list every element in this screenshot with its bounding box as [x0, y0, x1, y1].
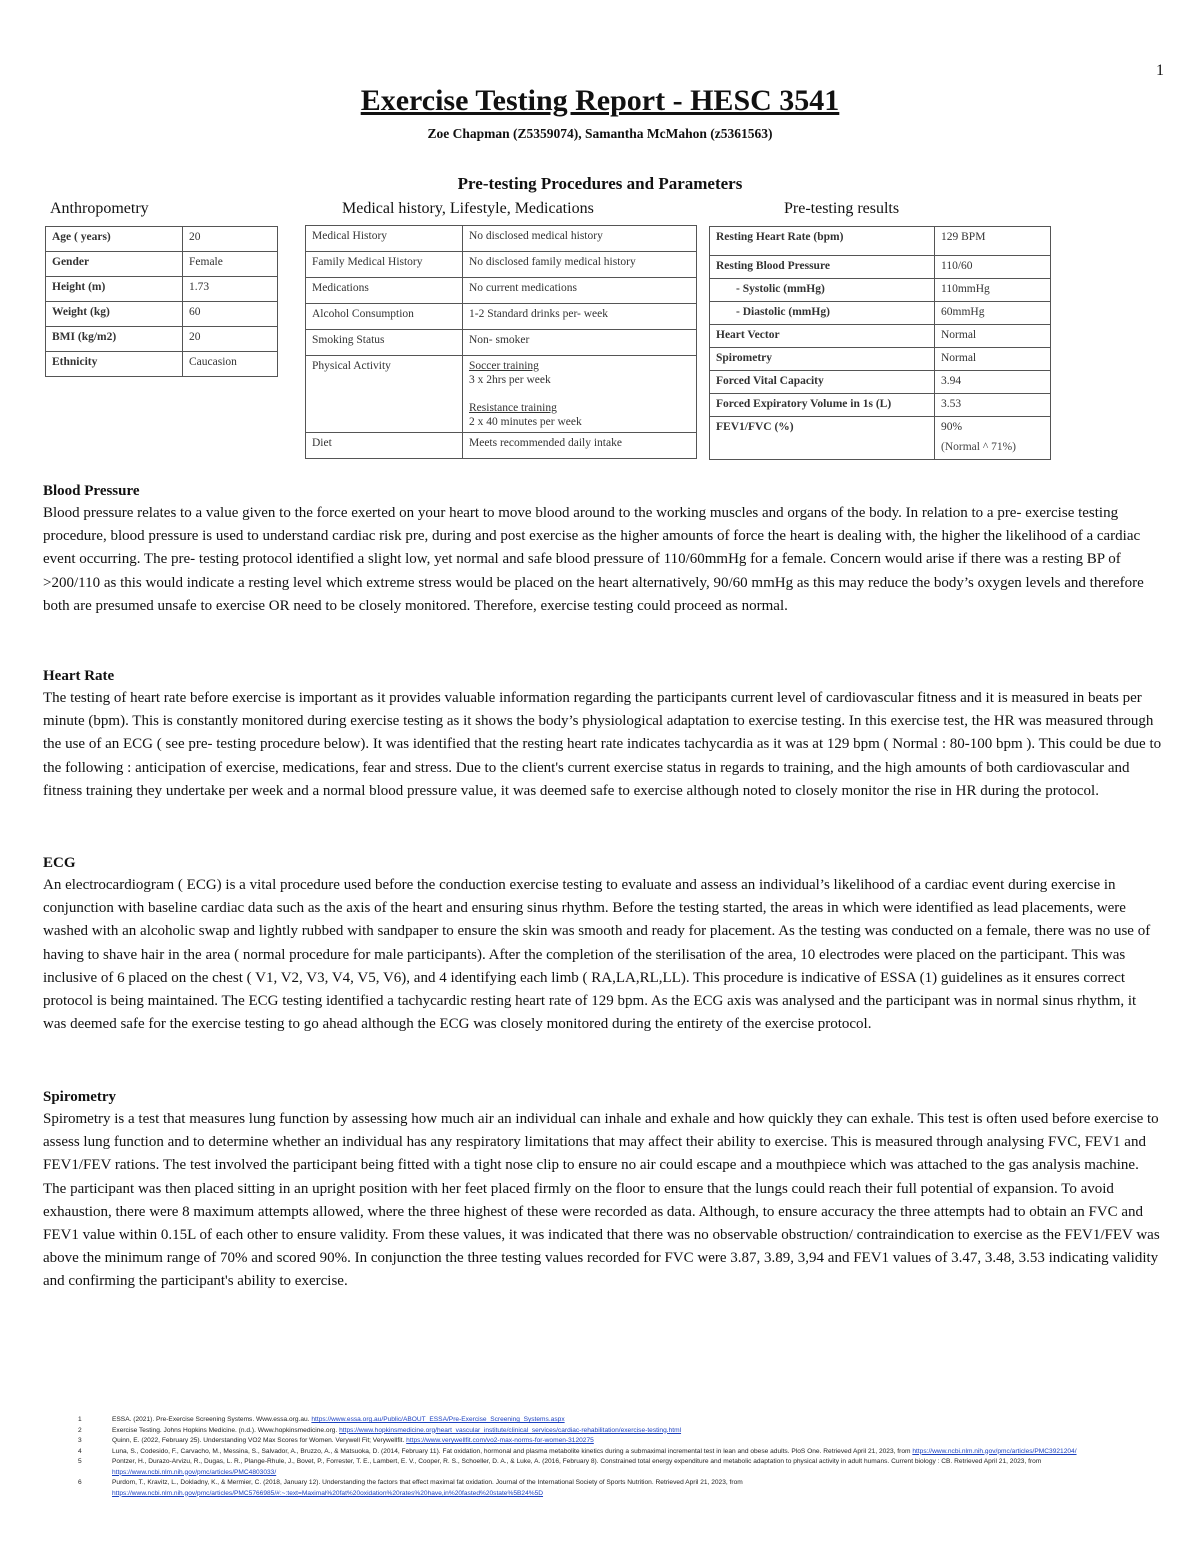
heart-rate-heading: Heart Rate	[43, 668, 115, 684]
fev-ratio-value	[935, 417, 1051, 460]
table-value: 3.53	[935, 394, 1051, 417]
table-label: Forced Expiratory Volume in 1s (L)	[710, 394, 935, 417]
footnotes	[78, 1415, 1158, 1499]
table-label: Gender	[46, 252, 183, 277]
table-row	[46, 327, 278, 352]
table-row	[46, 302, 278, 327]
table-value: 3.94	[935, 371, 1051, 394]
pretesting-results-table	[709, 226, 1051, 460]
table-value: No disclosed medical history	[463, 226, 697, 252]
table-label: - Systolic (mmHg)	[710, 279, 935, 302]
footnote-link[interactable]: https://www.ncbi.nlm.nih.gov/pmc/articles/PMC5766985/#:~:text=Maximal%20fat%20oxidation%20rates%20have,in%20fasted%20state%5B24%5D	[112, 1489, 544, 1497]
table-value: Meets recommended daily intake	[463, 433, 697, 459]
heart-rate-text: The testing of heart rate before exercise is important as it provides valuable information regarding the participants current level of cardiovascular fitness and it is measured in beats per minute (bpm). This is constantly monitored during exercise testing as it shows the body’s physiological adaptation to exercise testing. In this exercise test, the HR was measured through the use of an ECG ( see pre- testing procedure below). It was identified that the resting heart rate indicates tachycardia as it was at 129 bpm ( Normal : 80-100 bpm ). This could be due to the following : anticipation of exercise, medications, fear and stress. Due to the client's current exercise status in regards to training, and the high amounts of both cardiovascular and fitness training they undertake per week and a normal blood pressure value, it was deemed safe to exercise although noted to closely monitor the rise in HR during the protocol.	[43, 690, 1162, 799]
footnote-number: 5	[78, 1458, 82, 1465]
table-label: Height (m)	[46, 277, 183, 302]
author-names: Zoe Chapman (Z5359074), Samantha McMahon (z5361563)	[427, 126, 773, 141]
table-row	[46, 227, 278, 252]
table-value: Normal	[935, 348, 1051, 371]
footnote-item	[78, 1415, 1158, 1426]
footnote-item	[78, 1457, 1158, 1478]
footnote-number: 4	[78, 1447, 82, 1455]
footnote-text: Purdom, T., Kravitz, L., Dokladny, K., & Mermier, C. (2018, January 12). Understanding the factors that effect maximal fat oxidation. Journal of the International Society of Sports Nutrition. Retrieved April 21, 2023, from	[112, 1479, 743, 1486]
footnote-number: 3	[78, 1437, 82, 1444]
spirometry-section	[43, 1086, 1163, 1294]
table-row	[306, 252, 697, 278]
table-label: Spirometry	[710, 348, 935, 371]
table-row	[710, 279, 1051, 302]
pretesting-results-heading: Pre-testing results	[784, 200, 900, 217]
table-value: 1-2 Standard drinks per- week	[463, 304, 697, 330]
table-label: Physical Activity	[306, 356, 463, 433]
table-row	[306, 433, 697, 459]
footnote-item	[78, 1447, 1158, 1458]
blood-pressure-text: Blood pressure relates to a value given to the force exerted on your heart to move blood around to the working muscles and organs of the body. In relation to a pre- exercise testing procedure, blood pressure is used to understand cardiac risk pre, during and post exercise as the higher amounts of force the heart is dealing with, the higher the likelihood of a cardiac event occurring. The pre- testing protocol identified a slight low, yet normal and safe blood pressure of 110/60mmHg for a female. Concern would arise if there was a resting BP of >200/110 as this would indicate a resting level which extreme stress would be placed on the heart alternatively, 90/60 mmHg as this may reduce the body’s oxygen levels and therefore both are presumed unsafe to exercise OR need to be closely monitored. Therefore, exercise testing could proceed as normal.	[43, 505, 1144, 614]
table-value: Female	[183, 252, 278, 277]
table-row	[306, 330, 697, 356]
table-label: Alcohol Consumption	[306, 304, 463, 330]
ecg-heading: ECG	[43, 855, 76, 871]
footnote-text: ESSA. (2021). Pre-Exercise Screening Systems. Www.essa.org.au.	[112, 1416, 310, 1423]
table-value: Non- smoker	[463, 330, 697, 356]
footnote-link[interactable]: https://www.hopkinsmedicine.org/heart_vascular_institute/clinical_services/cardiac-rehabilitation/exercise-testing.html	[339, 1426, 682, 1434]
soccer-training-detail: 3 x 2hrs per week	[469, 374, 551, 386]
table-row	[306, 278, 697, 304]
footnote-link[interactable]: https://www.ncbi.nlm.nih.gov/pmc/articles/PMC4803033/	[112, 1468, 277, 1476]
table-row	[710, 325, 1051, 348]
table-label: FEV1/FVC (%)	[710, 417, 935, 460]
table-row	[710, 256, 1051, 279]
table-row	[710, 302, 1051, 325]
footnote-item	[78, 1426, 1158, 1437]
footnote-item	[78, 1478, 1158, 1499]
spirometry-text: Spirometry is a test that measures lung function by assessing how much air an individual can inhale and exhale and how quickly they can exhale. This test is often used before exercise to assess lung function and to determine whether an individual has any respiratory limitations that may affect their ability to exercise. This is measured through analysing FVC, FEV1 and FEV1/FEV rations. The test involved the participant being fitted with a tight nose clip to ensure no air could escape and a mouthpiece which was attached to the gas analysis machine. The participant was then placed sitting in an upright position with her feet placed firmly on the floor to ensure that the lungs could reach their full potential of expansion. To avoid exhaustion, there were 8 maximum attempts allowed, where the three highest of these were recorded as data. Although, to ensure accuracy the three attempts had to obtain an FVC and FEV1 value within 0.15L of each other to ensure validity. From these values, it was indicated that there was no observable obstruction/ contraindication to exercise as the FEV1/FEV was above the minimum range of 70% and scored 90%. In conjunction the three testing values recorded for FVC were 3.87, 3.89, 3,94 and FEV1 values of 3.47, 3.48, 3.53 indicating validity and confirming the participant's ability to exercise.	[43, 1111, 1160, 1290]
pretesting-section-title: Pre-testing Procedures and Parameters	[457, 174, 743, 193]
table-value: 60	[183, 302, 278, 327]
table-label: Medical History	[306, 226, 463, 252]
table-value: 110/60	[935, 256, 1051, 279]
table-label: BMI (kg/m2)	[46, 327, 183, 352]
medical-history-heading: Medical history, Lifestyle, Medications	[342, 200, 594, 217]
blood-pressure-section	[43, 480, 1163, 618]
table-row	[306, 356, 697, 433]
ecg-section	[43, 852, 1163, 1036]
table-label: Age ( years)	[46, 227, 183, 252]
table-row	[710, 394, 1051, 417]
medical-history-table	[305, 225, 697, 459]
table-label: - Diastolic (mmHg)	[710, 302, 935, 325]
resistance-training-title: Resistance training	[469, 402, 557, 414]
page-number: 1	[1156, 62, 1164, 79]
table-row	[710, 371, 1051, 394]
anthropometry-table	[45, 226, 278, 377]
table-row	[46, 352, 278, 377]
table-value: Caucasion	[183, 352, 278, 377]
heart-rate-section	[43, 665, 1163, 803]
footnote-text: Pontzer, H., Durazo-Arvizu, R., Dugas, L. R., Plange-Rhule, J., Bovet, P., Forrester, T. E., Lambert, E. V., Cooper, R. S., Schoeller, D. A., & Luke, A. (2016, February 8). Constrained total energy expenditure and metabolic adaptation to physical activity in adult humans. Current biology : CB. Retrieved April 21, 2023, from	[112, 1458, 1042, 1465]
fev-ratio-percent: 90%	[941, 421, 963, 433]
table-value: No disclosed family medical history	[463, 252, 697, 278]
footnote-text: Exercise Testing. Johns Hopkins Medicine. (n.d.). Www.hopkinsmedicine.org.	[112, 1426, 338, 1434]
footnote-number: 2	[78, 1426, 82, 1434]
table-row	[306, 226, 697, 252]
table-value: 20	[183, 327, 278, 352]
soccer-training-title: Soccer training	[469, 360, 539, 372]
footnote-item	[78, 1436, 1158, 1447]
table-label: Diet	[306, 433, 463, 459]
anthropometry-heading: Anthropometry	[50, 200, 149, 217]
ecg-text: An electrocardiogram ( ECG) is a vital procedure used before the conduction exercise testing to evaluate and assess an individual’s likelihood of a cardiac event during exercise in conjunction with baseline cardiac data such as the axis of the heart and ensuring sinus rhythm. Before the testing started, the areas in which were identified as lead placements, were washed with an alcoholic swap and lightly rubbed with sandpaper to ensure the skin was smooth and ready for placement. As the testing was conducted on a female, there was no use of having to shave hair in the area ( normal procedure for male participants). After the completion of the sterilisation of the area, 10 electrodes were placed on the participant. This was inclusive of 6 placed on the chest ( V1, V2, V3, V4, V5, V6), and 4 identifying each limb ( RA,LA,RL,LL). This procedure is indicative of ESSA (1) guidelines as it ensures correct protocol is being maintained. The ECG testing identified a tachycardic resting heart rate of 129 bpm. As the ECG axis was analysed and the participant was in normal sinus rhythm, it was deemed safe for the exercise testing to go ahead although the ECG was closely monitored during the entirety of the exercise protocol.	[43, 877, 1151, 1033]
table-label: Resting Blood Pressure	[710, 256, 935, 279]
footnote-text: Luna, S., Codesido, F., Carvacho, M., Messina, S., Salvador, A., Bruzzo, A., & Matsuoka, D. (2014, February 11). Fat oxidation, hormonal and plasma metabolite kinetics during a submaximal incremental test in lean and obese adults. PloS One. Retrieved April 21, 2023, from	[112, 1447, 911, 1455]
table-value: No current medications	[463, 278, 697, 304]
physical-activity-value	[463, 356, 697, 433]
table-value: 129 BPM	[935, 227, 1051, 256]
table-label: Medications	[306, 278, 463, 304]
resistance-training-detail: 2 x 40 minutes per week	[469, 416, 582, 428]
table-value: Normal	[935, 325, 1051, 348]
table-label: Ethnicity	[46, 352, 183, 377]
blood-pressure-heading: Blood Pressure	[43, 483, 140, 499]
fev-ratio-normal-note: (Normal ^ 71%)	[941, 441, 1017, 453]
table-label: Heart Vector	[710, 325, 935, 348]
table-label: Resting Heart Rate (bpm)	[710, 227, 935, 256]
table-value: 60mmHg	[935, 302, 1051, 325]
table-row	[710, 417, 1051, 460]
spirometry-heading: Spirometry	[43, 1089, 117, 1105]
table-value: 110mmHg	[935, 279, 1051, 302]
footnote-text: Quinn, E. (2022, February 25). Understanding VO2 Max Scores for Women. Verywell Fit; Verywellfit.	[112, 1437, 405, 1444]
table-row	[46, 252, 278, 277]
table-row	[306, 304, 697, 330]
table-row	[710, 227, 1051, 256]
footnote-number: 1	[78, 1416, 82, 1423]
footnote-link[interactable]: https://www.ncbi.nlm.nih.gov/pmc/articles/PMC3921204/	[912, 1447, 1077, 1455]
table-label: Smoking Status	[306, 330, 463, 356]
table-label: Family Medical History	[306, 252, 463, 278]
table-value: 20	[183, 227, 278, 252]
table-row	[710, 348, 1051, 371]
table-label: Forced Vital Capacity	[710, 371, 935, 394]
footnote-link[interactable]: https://www.essa.org.au/Public/ABOUT_ESSA/Pre-Exercise_Screening_Systems.aspx	[311, 1416, 565, 1423]
table-label: Weight (kg)	[46, 302, 183, 327]
table-row	[46, 277, 278, 302]
report-title: Exercise Testing Report - HESC 3541	[360, 84, 840, 117]
footnote-link[interactable]: https://www.verywellfit.com/vo2-max-norms-for-women-3120275	[406, 1437, 594, 1444]
table-value: 1.73	[183, 277, 278, 302]
footnote-number: 6	[78, 1479, 82, 1486]
